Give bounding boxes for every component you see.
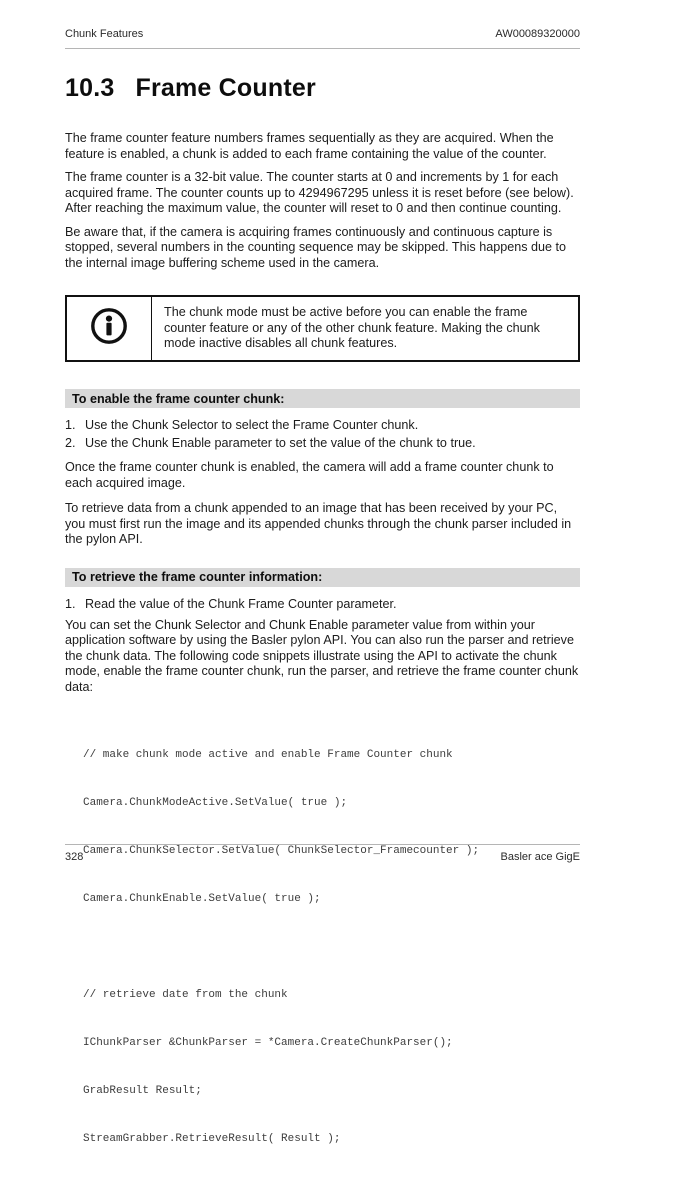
header-right-doc-number: AW00089320000 xyxy=(495,28,580,40)
list-item xyxy=(65,416,580,434)
list-item-number: 1. xyxy=(65,418,76,432)
page-footer xyxy=(65,844,580,863)
list-item-text: Use the Chunk Selector to select the Frame Counter chunk. xyxy=(85,418,419,432)
code-line: // make chunk mode active and enable Frame Counter chunk xyxy=(83,749,453,761)
header-left-text: Chunk Features xyxy=(65,28,144,40)
info-icon xyxy=(89,306,129,351)
list-item-text: Read the value of the Chunk Frame Counter parameter. xyxy=(85,596,397,611)
footer-product-name: Basler ace GigE xyxy=(500,851,580,863)
section-title xyxy=(65,75,580,102)
code-line: StreamGrabber.RetrieveResult( Result ); xyxy=(83,1133,341,1145)
code-line: GrabResult Result; xyxy=(83,1085,202,1097)
list-item xyxy=(65,595,580,613)
list-item-text: Use the Chunk Enable parameter to set the value of the chunk to true. xyxy=(85,436,476,450)
paragraph: Be aware that, if the camera is acquiring frames continuously and continuous capture is stopped, several numbers in the counting sequence may be skipped. This happens due to the internal image buffering scheme used in the camera. xyxy=(65,224,567,270)
code-line: // retrieve date from the chunk xyxy=(83,989,288,1001)
info-note-box xyxy=(65,295,580,362)
paragraph: The frame counter is a 32-bit value. The counter starts at 0 and increments by 1 for each acquired frame. The counter counts up to 4294967295 unless it is reset before (see below). After reaching the maximum value, the counter will reset to 0 and then continue counting. xyxy=(65,170,574,215)
info-icon-cell xyxy=(67,297,152,360)
paragraph: You can set the Chunk Selector and Chunk Enable parameter value from within your application software by using the Basler pylon API. You can also run the parser and retrieve the chunk data. The following code snippets illustrate using the API to activate the chunk mode, enable the frame counter chunk, run the parser, and retrieve the frame counter chunk data: xyxy=(65,617,579,694)
code-blank-line xyxy=(83,939,580,955)
info-note-text: The chunk mode must be active before you can enable the frame counter feature or any of the other chunk feature. Making the chunk mode inactive disables all chunk features. xyxy=(164,305,540,351)
list-item xyxy=(65,434,580,452)
paragraph: To retrieve data from a chunk appended to an image that has been received by your PC, you must first run the image and its appended chunks through the chunk parser included in the pylon API. xyxy=(65,501,572,546)
steps-retrieve xyxy=(65,595,580,613)
code-snippet xyxy=(83,715,580,1179)
section-number: 10.3 xyxy=(65,74,115,102)
code-line: Camera.ChunkSelector.SetValue( ChunkSelector_Framecounter ); xyxy=(83,845,480,857)
section-heading-enable: To enable the frame counter chunk: xyxy=(65,389,580,408)
code-line: Camera.ChunkModeActive.SetValue( true ); xyxy=(83,797,348,809)
list-item-number: 2. xyxy=(65,436,76,450)
code-line: Camera.ChunkEnable.SetValue( true ); xyxy=(83,893,321,905)
page-content xyxy=(65,0,580,1179)
steps-enable xyxy=(65,416,580,452)
page-number: 328 xyxy=(65,851,84,863)
section-heading-retrieve: To retrieve the frame counter information: xyxy=(65,568,580,587)
page-header xyxy=(65,0,580,49)
section-title-text: Frame Counter xyxy=(135,74,316,102)
list-item-number: 1. xyxy=(65,596,76,611)
paragraph: Once the frame counter chunk is enabled, the camera will add a frame counter chunk to each acquired image. xyxy=(65,460,554,490)
code-line: IChunkParser &ChunkParser = *Camera.CreateChunkParser(); xyxy=(83,1037,453,1049)
paragraph: The frame counter feature numbers frames sequentially as they are acquired. When the feature is enabled, a chunk is added to each frame containing the value of the counter. xyxy=(65,131,554,161)
